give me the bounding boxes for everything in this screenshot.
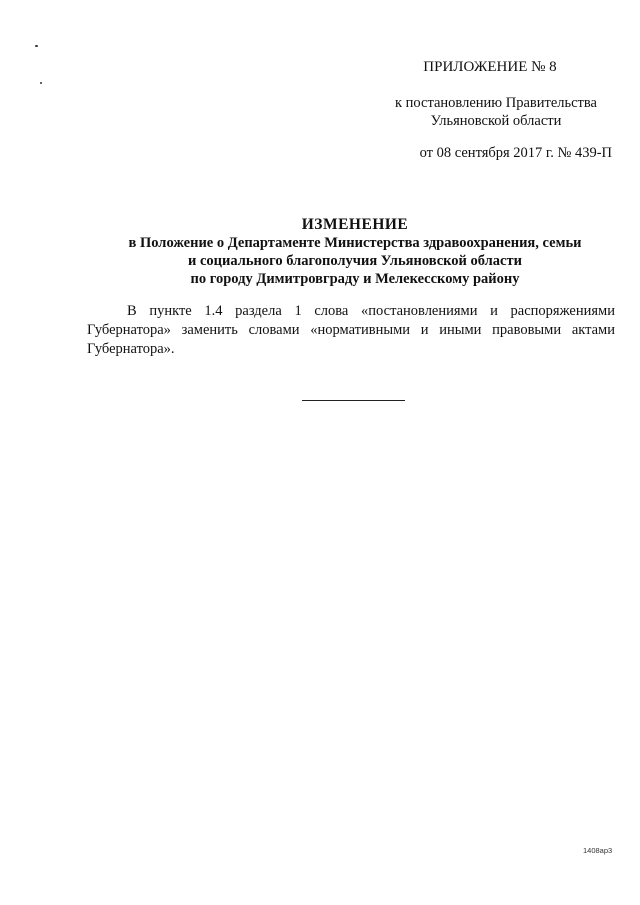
title-line1: в Положение о Департаменте Министерства здравоохранения, семьи [128, 235, 582, 251]
annex-reference-line2: Ульяновской области [430, 113, 562, 129]
document-title [60, 216, 640, 288]
body-paragraph: В пункте 1.4 раздела 1 слова «постановлениями и распоряжениями Губернатора» заменить словами «нормативными и иными правовыми актами Губернатора». [87, 303, 615, 357]
footer-code: 1408ap3 [583, 846, 613, 855]
annex-reference-line1: к постановлению Правительства [395, 95, 597, 111]
title-line3: по городу Димитровграду и Мелекесскому району [190, 271, 520, 287]
annex-reference [380, 94, 612, 130]
scan-speck [40, 82, 42, 84]
annex-date: от 08 сентября 2017 г. № 439-П [419, 145, 612, 161]
title-line2: и социального благополучия Ульяновской области [188, 253, 522, 269]
annex-number: ПРИЛОЖЕНИЕ № 8 [423, 59, 557, 75]
scan-speck [35, 45, 38, 47]
title-main: ИЗМЕНЕНИЕ [301, 216, 409, 233]
closing-rule [302, 400, 405, 401]
